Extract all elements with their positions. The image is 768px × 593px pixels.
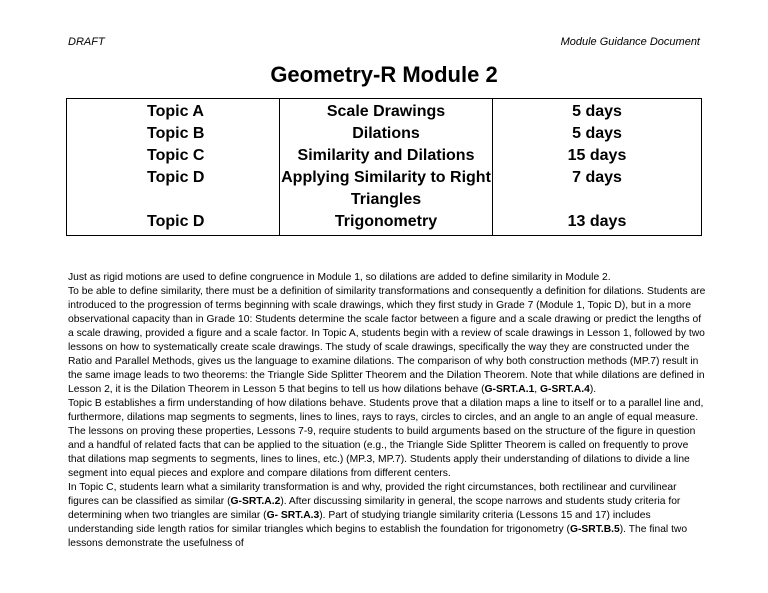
paragraph: Topic B establishes a firm understanding of how dilations behave. Students prove that a dilation maps a line to itself or to a parallel line and, furthermore, dilations map segments to segments, lines to lines, rays to rays, circles to circles, and an angle to an angle of equal measure. The lessons on proving these properties, Lessons 7-9, require students to build arguments based on the structure of the figure in question and a handful of related facts that can be applied to the situation (e.g., the Triangle Side Splitter Theorem is called on frequently to prove that dilations map segments to segments, lines to lines, etc.) (MP.3, MP.7). Students apply their understanding of dilations to divide a line segment into equal pieces and explore and compare dilations from different centers. bbox=[68, 398, 704, 479]
body-text bbox=[68, 271, 708, 551]
paragraph: Just as rigid motions are used to define congruence in Module 1, so dilations are added to define similarity in Module 2. bbox=[68, 272, 611, 283]
topic-titles-cell bbox=[280, 99, 493, 236]
topic-label: Topic D bbox=[147, 213, 205, 230]
topic-title: Dilations bbox=[352, 125, 420, 142]
topics-table bbox=[66, 98, 702, 236]
topic-days: 5 days bbox=[572, 103, 622, 120]
topic-label: Topic B bbox=[147, 125, 205, 142]
topic-label: Topic D bbox=[147, 169, 205, 186]
topic-title: Scale Drawings bbox=[326, 103, 446, 120]
topic-days: 7 days bbox=[572, 169, 622, 186]
topic-label: Topic C bbox=[147, 147, 205, 164]
page-title: Geometry-R Module 2 bbox=[270, 62, 498, 87]
topic-days-cell bbox=[493, 99, 702, 236]
topic-title: Similarity and Dilations bbox=[297, 147, 475, 164]
topic-days: 13 days bbox=[567, 213, 627, 230]
topic-title: Applying Similarity to Right Triangles bbox=[281, 169, 491, 208]
topic-label: Topic A bbox=[147, 103, 204, 120]
paragraph: In Topic C, students learn what a similarity transformation is and why, provided the right circumstances, both rectilinear and curvilinear figures can be classified as similar (G-SRT.A.2). After discussing similarity in general, the scope narrows and students study criteria for determining when two triangles are similar (G- SRT.A.3). Part of studying triangle similarity criteria (Lessons 15 and 17) includes understanding side length ratios for similar triangles which begins to establish the foundation for trigonometry (G-SRT.B.5). The final two lessons demonstrate the usefulness of bbox=[68, 482, 688, 549]
topic-labels-cell bbox=[67, 99, 280, 236]
topic-title: Trigonometry bbox=[334, 213, 438, 230]
paragraph: To be able to define similarity, there must be a definition of similarity transformations and consequently a definition for dilations. Students are introduced to the progression of terms beginning with scale drawings, which they first study in Grade 7 (Module 1, Topic D), but in a more observational capacity than in Grade 10: Students determine the scale factor between a figure and a scale drawing or predict the lengths of a scale drawing, provided a figure and a scale factor. In Topic A, students begin with a review of scale drawings in Lesson 1, followed by two lessons on how to systematically create scale drawings. The study of scale drawings, specifically the way they are constructed under the Ratio and Parallel Methods, gives us the language to examine dilations. The comparison of why both construction methods (MP.7) result in the same image leads to two theorems: the Triangle Side Splitter Theorem and the Dilation Theorem. Note that while dilations are defined in Lesson 2, it is the Dilation Theorem in Lesson 5 that begins to tell us how dilations behave (G-SRT.A.1, G-SRT.A.4). bbox=[68, 286, 706, 395]
topic-days: 15 days bbox=[567, 147, 627, 164]
document-type-label: Module Guidance Document bbox=[560, 36, 700, 48]
draft-label: DRAFT bbox=[68, 36, 105, 48]
table-row bbox=[67, 99, 702, 236]
topic-days: 5 days bbox=[572, 125, 622, 142]
